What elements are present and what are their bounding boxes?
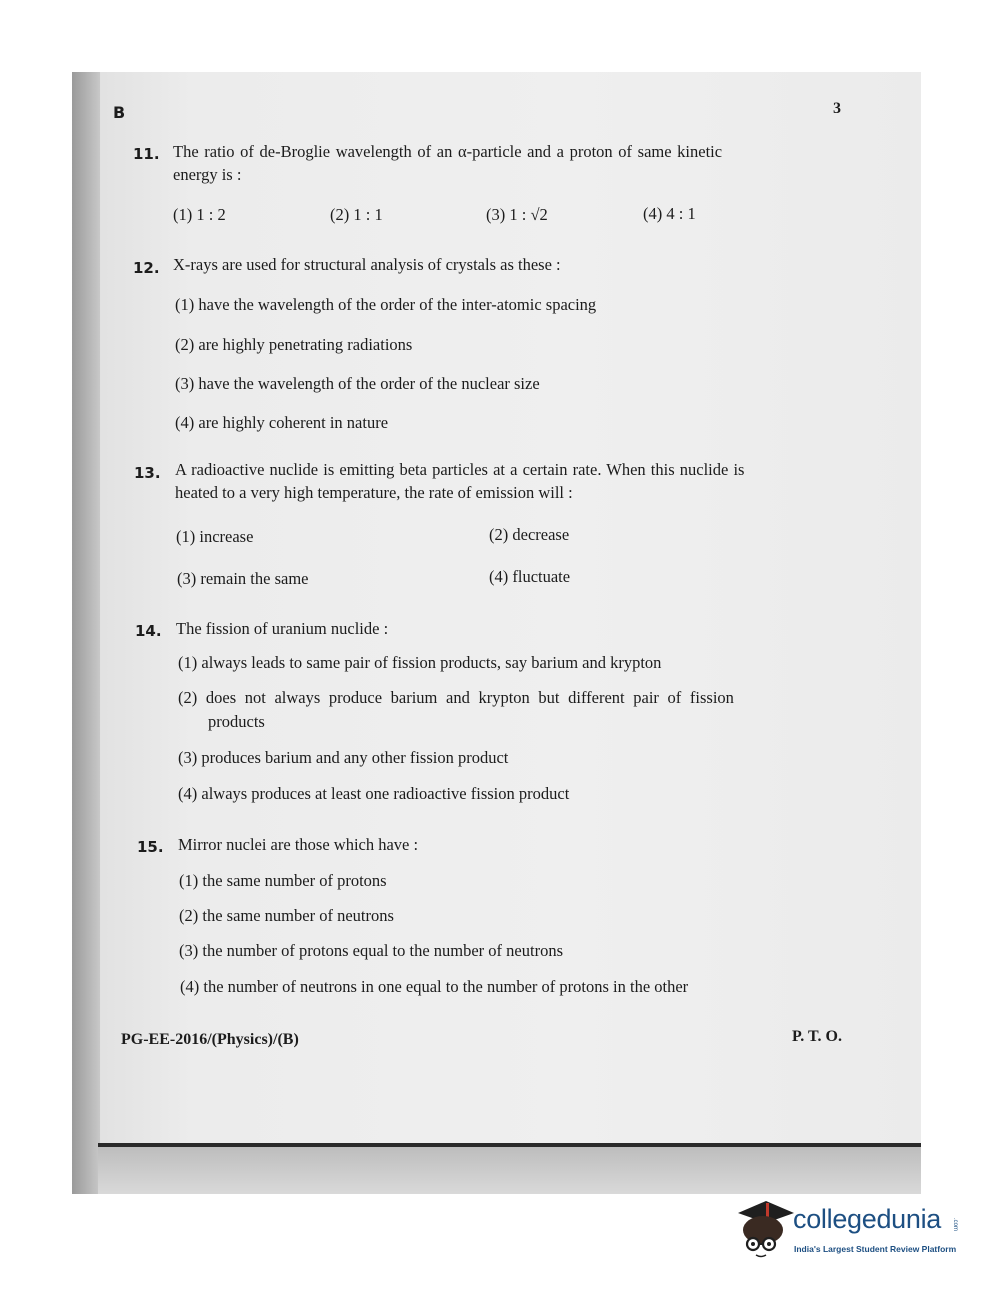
option: (1) always leads to same pair of fission products, say barium and krypton bbox=[178, 653, 662, 672]
scan-shadow bbox=[98, 1147, 921, 1194]
question-text: X-rays are used for structural analysis of crystals as these : bbox=[173, 255, 561, 274]
question-number: 14. bbox=[135, 622, 162, 640]
option: (3) remain the same bbox=[177, 569, 309, 588]
pto-label: P. T. O. bbox=[792, 1028, 842, 1045]
option: (2) 1 : 1 bbox=[330, 205, 383, 224]
logo-tagline: India's Largest Student Review Platform bbox=[794, 1244, 957, 1254]
scan-binding-edge bbox=[72, 72, 100, 1194]
set-label: B bbox=[113, 103, 126, 122]
option: (2) the same number of neutrons bbox=[179, 906, 394, 925]
question-text: Mirror nuclei are those which have : bbox=[178, 835, 419, 854]
option: (2) decrease bbox=[489, 525, 570, 544]
option: (4) 4 : 1 bbox=[643, 204, 696, 223]
option-continued: products bbox=[208, 712, 265, 731]
logo-wordmark: collegedunia bbox=[793, 1204, 942, 1234]
option: (4) always produces at least one radioactive fission product bbox=[178, 784, 570, 803]
question-number: 13. bbox=[134, 464, 161, 482]
question-number: 12. bbox=[133, 259, 160, 277]
option: (2) are highly penetrating radiations bbox=[175, 335, 413, 354]
option: (1) have the wavelength of the order of the inter-atomic spacing bbox=[175, 295, 597, 314]
option: (3) produces barium and any other fission product bbox=[178, 748, 509, 767]
option: (1) increase bbox=[176, 527, 254, 546]
option: (3) the number of protons equal to the number of neutrons bbox=[179, 941, 563, 960]
question-text: A radioactive nuclide is emitting beta particles at a certain rate. When this nuclide is bbox=[175, 460, 745, 479]
question-text: energy is : bbox=[173, 165, 242, 184]
option: (4) are highly coherent in nature bbox=[175, 413, 389, 432]
option: (3) 1 : √2 bbox=[486, 205, 548, 224]
page-number: 3 bbox=[833, 100, 841, 117]
option: (4) the number of neutrons in one equal to the number of protons in the other bbox=[180, 977, 689, 996]
option: (2) does not always produce barium and krypton but different pair of fission bbox=[178, 688, 734, 707]
question-text: The ratio of de-Broglie wavelength of an α-particle and a proton of same kinetic bbox=[173, 142, 723, 161]
option: (1) 1 : 2 bbox=[173, 205, 226, 224]
exam-code: PG-EE-2016/(Physics)/(B) bbox=[121, 1031, 299, 1048]
question-text: heated to a very high temperature, the rate of emission will : bbox=[175, 483, 573, 502]
question-number: 11. bbox=[133, 145, 160, 163]
option: (3) have the wavelength of the order of the nuclear size bbox=[175, 374, 540, 393]
option: (1) the same number of protons bbox=[179, 871, 387, 890]
question-number: 15. bbox=[137, 838, 164, 856]
option: (4) fluctuate bbox=[489, 567, 571, 586]
question-text: The fission of uranium nuclide : bbox=[176, 619, 389, 638]
logo-domain-suffix: .com bbox=[952, 1218, 958, 1232]
